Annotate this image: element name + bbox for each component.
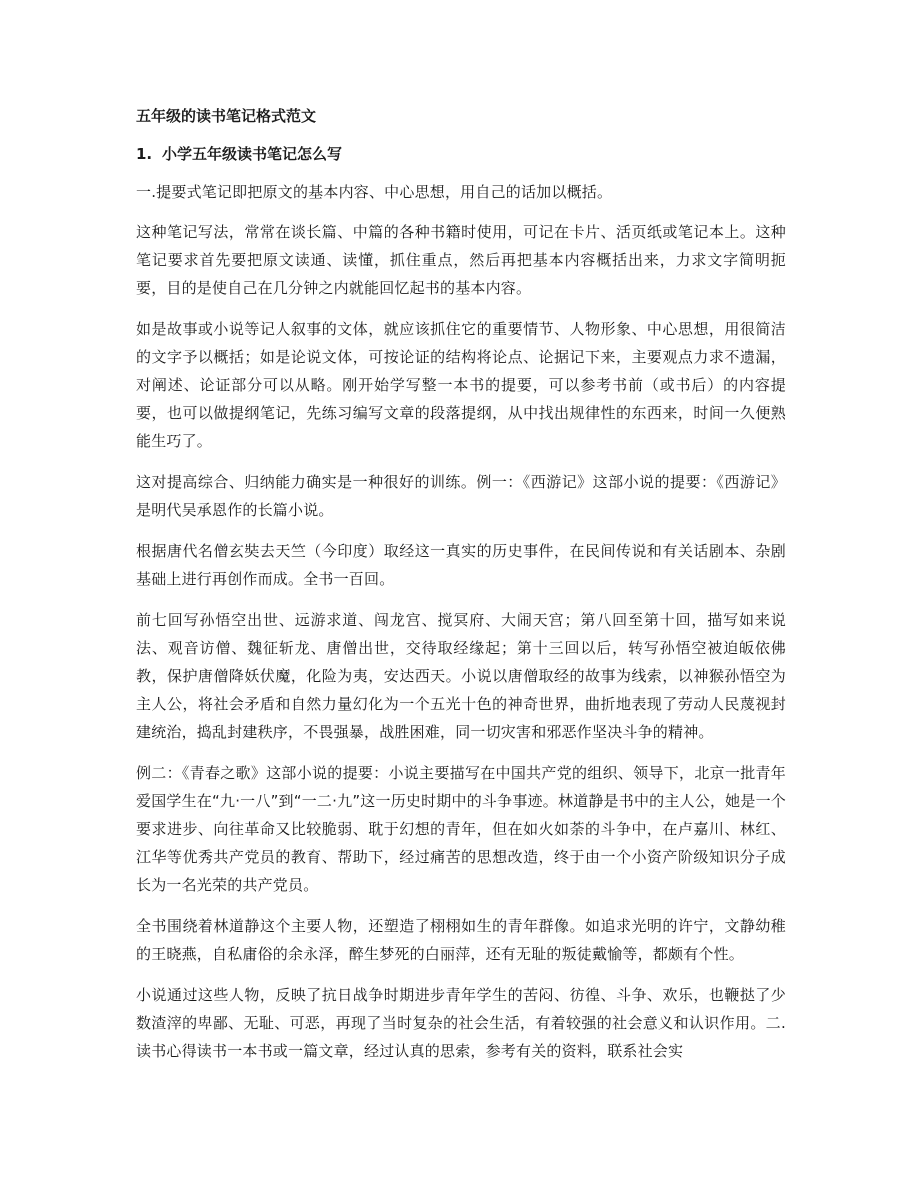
document-title: 五年级的读书笔记格式范文 [136, 107, 317, 125]
paragraph-story-summary: 如是故事或小说等记人叙事的文体，就应该抓住它的重要情节、人物形象、中心思想，用很简洁的文字予以概括；如是论说文体，可按论证的结构将论点、论据记下来，主要观点力求不遗漏，对阐述、论证部分可以从略。刚开始学写整一本书的提要，可以参考书前（或书后）的内容提要，也可以做提纲笔记，先练习编写文章的段落提纲，从中找出规律性的东西来，时间一久便熟能生巧了。 [136, 320, 786, 450]
paragraph-summary-definition: 一.提要式笔记即把原文的基本内容、中心思想，用自己的话加以概括。 [136, 183, 613, 201]
document-page [136, 104, 786, 1078]
paragraph-origin: 根据唐代名僧玄奘去天竺（今印度）取经这一真实的历史事件，在民间传说和有关话剧本、杂剧基础上进行再创作而成。全书一百回。 [136, 542, 786, 588]
paragraph-significance: 小说通过这些人物，反映了抗日战争时期进步青年学生的苦闷、彷徨、斗争、欢乐，也鞭挞了少数渣滓的卑鄙、无耻、可恶，再现了当时复杂的社会生活，有着较强的社会意义和认识作用。二.读书心得读书一本书或一篇文章，经过认真的思索，参考有关的资料，联系社会实 [136, 986, 786, 1060]
paragraph-note-method: 这种笔记写法，常常在谈长篇、中篇的各种书籍时使用，可记在卡片、活页纸或笔记本上。这种笔记要求首先要把原文读通、读懂，抓住重点，然后再把基本内容概括出来，力求文字简明扼要，目的是使自己在几分钟之内就能回忆起书的基本内容。 [136, 223, 786, 297]
paragraph-characters: 全书围绕着林道静这个主要人物，还塑造了栩栩如生的青年群像。如追求光明的许宁，文静幼稚的王晓燕，自私庸俗的余永泽，醉生梦死的白丽萍，还有无耻的叛徒戴愉等，都颇有个性。 [136, 917, 786, 963]
paragraph-example-two: 例二：《青春之歌》这部小说的提要：小说主要描写在中国共产党的组织、领导下，北京一批青年爱国学生在“九·一八”到“一二·九”这一历史时期中的斗争事迹。林道静是书中的主人公，她是一个要求进步、向往革命又比较脆弱、耽于幻想的青年，但在如火如荼的斗争中，在卢嘉川、林红、江华等优秀共产党员的教育、帮助下，经过痛苦的思想改造，终于由一个小资产阶级知识分子成长为一名光荣的共产党员。 [136, 764, 786, 894]
paragraph-plot: 前七回写孙悟空出世、远游求道、闯龙宫、搅冥府、大闹天宫；第八回至第十回，描写如来说法、观音访僧、魏征斩龙、唐僧出世，交待取经缘起；第十三回以后，转写孙悟空被迫皈依佛教，保护唐僧降妖伏魔，化险为夷，安达西天。小说以唐僧取经的故事为线索，以神猴孙悟空为主人公，将社会矛盾和自然力量幻化为一个五光十色的神奇世界，曲折地表现了劳动人民蔑视封建统治，捣乱封建秩序，不畏强暴，战胜困难，同一切灾害和邪恶作坚决斗争的精神。 [136, 611, 786, 741]
paragraph-example-one: 这对提高综合、归纳能力确实是一种很好的训练。例一：《西游记》这部小说的提要：《西游记》是明代吴承恩作的长篇小说。 [136, 473, 786, 519]
section-heading-text: 小学五年级读书笔记怎么写 [162, 145, 343, 163]
section-number: 1. [136, 145, 153, 163]
section-heading [136, 142, 786, 166]
